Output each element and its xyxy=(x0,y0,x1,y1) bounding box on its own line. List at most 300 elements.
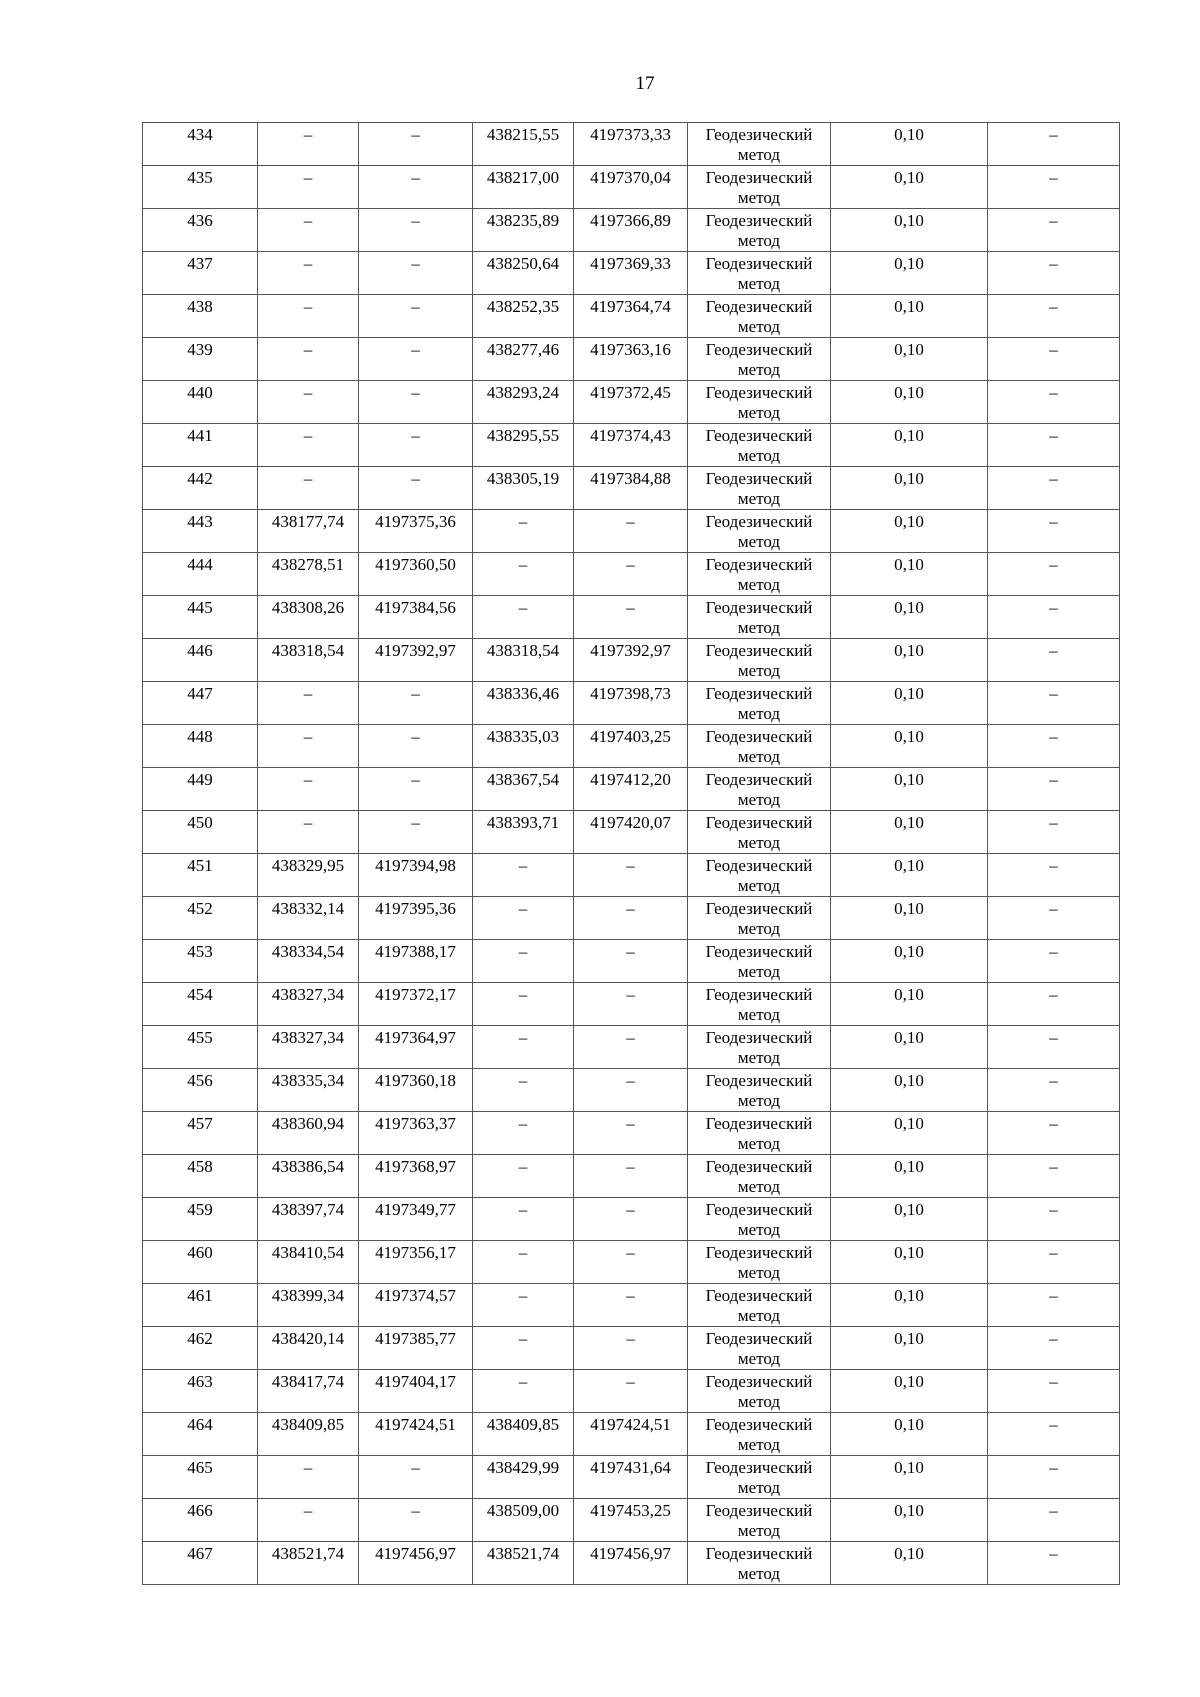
table-row xyxy=(143,166,1120,209)
method-cell: Геодезический метод xyxy=(688,1542,831,1585)
method-cell: Геодезический метод xyxy=(688,1069,831,1112)
new-y-cell: 4197456,97 xyxy=(574,1542,688,1585)
point-number-cell: 464 xyxy=(143,1413,258,1456)
accuracy-cell: 0,10 xyxy=(831,1026,988,1069)
table-row xyxy=(143,1370,1120,1413)
old-x-cell: 438278,51 xyxy=(258,553,359,596)
old-y-cell: – xyxy=(359,725,473,768)
new-x-cell: 438393,71 xyxy=(473,811,574,854)
new-y-cell: – xyxy=(574,854,688,897)
new-y-cell: 4197363,16 xyxy=(574,338,688,381)
method-cell: Геодезический метод xyxy=(688,553,831,596)
method-cell: Геодезический метод xyxy=(688,209,831,252)
note-cell: – xyxy=(988,682,1120,725)
new-x-cell: 438509,00 xyxy=(473,1499,574,1542)
old-y-cell: – xyxy=(359,123,473,166)
note-cell: – xyxy=(988,768,1120,811)
new-x-cell: – xyxy=(473,553,574,596)
accuracy-cell: 0,10 xyxy=(831,1198,988,1241)
old-y-cell: 4197392,97 xyxy=(359,639,473,682)
table-row xyxy=(143,940,1120,983)
table-row xyxy=(143,1327,1120,1370)
method-cell: Геодезический метод xyxy=(688,338,831,381)
method-cell: Геодезический метод xyxy=(688,1026,831,1069)
new-y-cell: – xyxy=(574,1284,688,1327)
method-cell: Геодезический метод xyxy=(688,897,831,940)
note-cell: – xyxy=(988,1112,1120,1155)
note-cell: – xyxy=(988,983,1120,1026)
new-x-cell: – xyxy=(473,1069,574,1112)
method-cell: Геодезический метод xyxy=(688,1327,831,1370)
new-y-cell: – xyxy=(574,940,688,983)
method-cell: Геодезический метод xyxy=(688,725,831,768)
accuracy-cell: 0,10 xyxy=(831,811,988,854)
accuracy-cell: 0,10 xyxy=(831,209,988,252)
new-x-cell: 438217,00 xyxy=(473,166,574,209)
table-row xyxy=(143,1456,1120,1499)
table-row xyxy=(143,682,1120,725)
coordinates-table xyxy=(142,122,1120,1585)
old-y-cell: – xyxy=(359,1499,473,1542)
old-y-cell: 4197374,57 xyxy=(359,1284,473,1327)
point-number-cell: 453 xyxy=(143,940,258,983)
note-cell: – xyxy=(988,1542,1120,1585)
old-x-cell: – xyxy=(258,209,359,252)
new-x-cell: – xyxy=(473,596,574,639)
old-y-cell: – xyxy=(359,424,473,467)
new-y-cell: 4197372,45 xyxy=(574,381,688,424)
table-row xyxy=(143,467,1120,510)
accuracy-cell: 0,10 xyxy=(831,510,988,553)
point-number-cell: 450 xyxy=(143,811,258,854)
accuracy-cell: 0,10 xyxy=(831,1327,988,1370)
note-cell: – xyxy=(988,252,1120,295)
method-cell: Геодезический метод xyxy=(688,639,831,682)
old-x-cell: 438360,94 xyxy=(258,1112,359,1155)
note-cell: – xyxy=(988,725,1120,768)
accuracy-cell: 0,10 xyxy=(831,1112,988,1155)
table-row xyxy=(143,768,1120,811)
new-y-cell: 4197403,25 xyxy=(574,725,688,768)
accuracy-cell: 0,10 xyxy=(831,725,988,768)
old-x-cell: 438410,54 xyxy=(258,1241,359,1284)
point-number-cell: 447 xyxy=(143,682,258,725)
method-cell: Геодезический метод xyxy=(688,467,831,510)
point-number-cell: 437 xyxy=(143,252,258,295)
old-y-cell: – xyxy=(359,252,473,295)
old-y-cell: 4197375,36 xyxy=(359,510,473,553)
accuracy-cell: 0,10 xyxy=(831,940,988,983)
new-y-cell: 4197398,73 xyxy=(574,682,688,725)
note-cell: – xyxy=(988,338,1120,381)
note-cell: – xyxy=(988,1155,1120,1198)
accuracy-cell: 0,10 xyxy=(831,1241,988,1284)
point-number-cell: 448 xyxy=(143,725,258,768)
new-x-cell: 438521,74 xyxy=(473,1542,574,1585)
note-cell: – xyxy=(988,424,1120,467)
old-y-cell: 4197349,77 xyxy=(359,1198,473,1241)
method-cell: Геодезический метод xyxy=(688,123,831,166)
point-number-cell: 458 xyxy=(143,1155,258,1198)
old-x-cell: 438417,74 xyxy=(258,1370,359,1413)
accuracy-cell: 0,10 xyxy=(831,639,988,682)
table-row xyxy=(143,596,1120,639)
point-number-cell: 439 xyxy=(143,338,258,381)
old-x-cell: – xyxy=(258,1456,359,1499)
accuracy-cell: 0,10 xyxy=(831,897,988,940)
new-x-cell: – xyxy=(473,1198,574,1241)
old-x-cell: 438327,34 xyxy=(258,1026,359,1069)
accuracy-cell: 0,10 xyxy=(831,596,988,639)
accuracy-cell: 0,10 xyxy=(831,381,988,424)
method-cell: Геодезический метод xyxy=(688,1456,831,1499)
point-number-cell: 435 xyxy=(143,166,258,209)
note-cell: – xyxy=(988,1499,1120,1542)
accuracy-cell: 0,10 xyxy=(831,1499,988,1542)
old-y-cell: 4197356,17 xyxy=(359,1241,473,1284)
new-y-cell: – xyxy=(574,1026,688,1069)
point-number-cell: 455 xyxy=(143,1026,258,1069)
old-x-cell: 438318,54 xyxy=(258,639,359,682)
new-x-cell: – xyxy=(473,1155,574,1198)
accuracy-cell: 0,10 xyxy=(831,1069,988,1112)
table-row xyxy=(143,209,1120,252)
point-number-cell: 465 xyxy=(143,1456,258,1499)
table-row xyxy=(143,854,1120,897)
new-y-cell: 4197420,07 xyxy=(574,811,688,854)
table-row xyxy=(143,725,1120,768)
point-number-cell: 441 xyxy=(143,424,258,467)
old-x-cell: – xyxy=(258,295,359,338)
method-cell: Геодезический метод xyxy=(688,1241,831,1284)
old-y-cell: 4197388,17 xyxy=(359,940,473,983)
old-x-cell: 438420,14 xyxy=(258,1327,359,1370)
point-number-cell: 438 xyxy=(143,295,258,338)
new-y-cell: 4197424,51 xyxy=(574,1413,688,1456)
note-cell: – xyxy=(988,1069,1120,1112)
method-cell: Геодезический метод xyxy=(688,811,831,854)
old-y-cell: 4197364,97 xyxy=(359,1026,473,1069)
new-x-cell: 438429,99 xyxy=(473,1456,574,1499)
method-cell: Геодезический метод xyxy=(688,1198,831,1241)
new-y-cell: – xyxy=(574,553,688,596)
note-cell: – xyxy=(988,381,1120,424)
old-x-cell: – xyxy=(258,252,359,295)
accuracy-cell: 0,10 xyxy=(831,983,988,1026)
table-row xyxy=(143,639,1120,682)
accuracy-cell: 0,10 xyxy=(831,553,988,596)
new-y-cell: – xyxy=(574,1155,688,1198)
new-y-cell: – xyxy=(574,897,688,940)
accuracy-cell: 0,10 xyxy=(831,295,988,338)
old-x-cell: 438399,34 xyxy=(258,1284,359,1327)
new-y-cell: – xyxy=(574,1327,688,1370)
new-x-cell: 438336,46 xyxy=(473,682,574,725)
old-y-cell: 4197456,97 xyxy=(359,1542,473,1585)
old-y-cell: – xyxy=(359,166,473,209)
new-x-cell: 438293,24 xyxy=(473,381,574,424)
new-x-cell: 438277,46 xyxy=(473,338,574,381)
point-number-cell: 446 xyxy=(143,639,258,682)
table-row xyxy=(143,897,1120,940)
new-y-cell: 4197392,97 xyxy=(574,639,688,682)
accuracy-cell: 0,10 xyxy=(831,1413,988,1456)
table-row xyxy=(143,338,1120,381)
old-y-cell: – xyxy=(359,682,473,725)
new-y-cell: 4197453,25 xyxy=(574,1499,688,1542)
point-number-cell: 463 xyxy=(143,1370,258,1413)
page-number: 17 xyxy=(635,73,655,94)
note-cell: – xyxy=(988,1198,1120,1241)
new-x-cell: – xyxy=(473,1327,574,1370)
old-x-cell: – xyxy=(258,467,359,510)
old-x-cell: – xyxy=(258,682,359,725)
table-row xyxy=(143,123,1120,166)
table-row xyxy=(143,381,1120,424)
new-x-cell: – xyxy=(473,940,574,983)
note-cell: – xyxy=(988,1026,1120,1069)
new-y-cell: – xyxy=(574,1370,688,1413)
point-number-cell: 452 xyxy=(143,897,258,940)
point-number-cell: 445 xyxy=(143,596,258,639)
accuracy-cell: 0,10 xyxy=(831,1370,988,1413)
note-cell: – xyxy=(988,639,1120,682)
old-y-cell: – xyxy=(359,811,473,854)
new-x-cell: 438252,35 xyxy=(473,295,574,338)
method-cell: Геодезический метод xyxy=(688,1499,831,1542)
point-number-cell: 451 xyxy=(143,854,258,897)
note-cell: – xyxy=(988,811,1120,854)
old-y-cell: – xyxy=(359,1456,473,1499)
note-cell: – xyxy=(988,123,1120,166)
note-cell: – xyxy=(988,1241,1120,1284)
method-cell: Геодезический метод xyxy=(688,1370,831,1413)
new-x-cell: – xyxy=(473,983,574,1026)
new-x-cell: 438305,19 xyxy=(473,467,574,510)
table-row xyxy=(143,424,1120,467)
point-number-cell: 454 xyxy=(143,983,258,1026)
old-y-cell: – xyxy=(359,209,473,252)
point-number-cell: 456 xyxy=(143,1069,258,1112)
table-row xyxy=(143,1112,1120,1155)
new-x-cell: – xyxy=(473,1241,574,1284)
note-cell: – xyxy=(988,510,1120,553)
old-x-cell: 438334,54 xyxy=(258,940,359,983)
note-cell: – xyxy=(988,1284,1120,1327)
table-row xyxy=(143,1241,1120,1284)
table-row xyxy=(143,1284,1120,1327)
accuracy-cell: 0,10 xyxy=(831,123,988,166)
old-x-cell: – xyxy=(258,725,359,768)
table-row xyxy=(143,1542,1120,1585)
new-y-cell: 4197369,33 xyxy=(574,252,688,295)
accuracy-cell: 0,10 xyxy=(831,1456,988,1499)
method-cell: Геодезический метод xyxy=(688,1284,831,1327)
note-cell: – xyxy=(988,1370,1120,1413)
new-x-cell: 438215,55 xyxy=(473,123,574,166)
method-cell: Геодезический метод xyxy=(688,854,831,897)
method-cell: Геодезический метод xyxy=(688,166,831,209)
old-x-cell: 438521,74 xyxy=(258,1542,359,1585)
table-row xyxy=(143,1198,1120,1241)
old-y-cell: – xyxy=(359,381,473,424)
accuracy-cell: 0,10 xyxy=(831,166,988,209)
new-x-cell: – xyxy=(473,854,574,897)
old-y-cell: 4197424,51 xyxy=(359,1413,473,1456)
old-x-cell: – xyxy=(258,811,359,854)
old-y-cell: 4197404,17 xyxy=(359,1370,473,1413)
method-cell: Геодезический метод xyxy=(688,1112,831,1155)
table-row xyxy=(143,1155,1120,1198)
table-row xyxy=(143,983,1120,1026)
new-x-cell: – xyxy=(473,897,574,940)
method-cell: Геодезический метод xyxy=(688,682,831,725)
old-y-cell: 4197394,98 xyxy=(359,854,473,897)
method-cell: Геодезический метод xyxy=(688,940,831,983)
note-cell: – xyxy=(988,854,1120,897)
new-x-cell: – xyxy=(473,1370,574,1413)
new-y-cell: 4197366,89 xyxy=(574,209,688,252)
new-x-cell: – xyxy=(473,1026,574,1069)
table-row xyxy=(143,811,1120,854)
old-y-cell: 4197360,18 xyxy=(359,1069,473,1112)
note-cell: – xyxy=(988,209,1120,252)
new-x-cell: 438367,54 xyxy=(473,768,574,811)
point-number-cell: 459 xyxy=(143,1198,258,1241)
method-cell: Геодезический метод xyxy=(688,252,831,295)
point-number-cell: 443 xyxy=(143,510,258,553)
old-y-cell: 4197385,77 xyxy=(359,1327,473,1370)
old-x-cell: – xyxy=(258,424,359,467)
new-y-cell: 4197364,74 xyxy=(574,295,688,338)
old-x-cell: – xyxy=(258,123,359,166)
point-number-cell: 442 xyxy=(143,467,258,510)
note-cell: – xyxy=(988,897,1120,940)
old-x-cell: 438327,34 xyxy=(258,983,359,1026)
point-number-cell: 462 xyxy=(143,1327,258,1370)
new-x-cell: 438235,89 xyxy=(473,209,574,252)
old-x-cell: 438335,34 xyxy=(258,1069,359,1112)
point-number-cell: 440 xyxy=(143,381,258,424)
note-cell: – xyxy=(988,467,1120,510)
new-y-cell: 4197373,33 xyxy=(574,123,688,166)
new-y-cell: – xyxy=(574,510,688,553)
new-y-cell: – xyxy=(574,983,688,1026)
point-number-cell: 467 xyxy=(143,1542,258,1585)
old-x-cell: 438409,85 xyxy=(258,1413,359,1456)
method-cell: Геодезический метод xyxy=(688,1155,831,1198)
old-x-cell: – xyxy=(258,166,359,209)
accuracy-cell: 0,10 xyxy=(831,682,988,725)
accuracy-cell: 0,10 xyxy=(831,467,988,510)
point-number-cell: 461 xyxy=(143,1284,258,1327)
note-cell: – xyxy=(988,1327,1120,1370)
old-x-cell: 438177,74 xyxy=(258,510,359,553)
old-x-cell: 438397,74 xyxy=(258,1198,359,1241)
new-x-cell: 438250,64 xyxy=(473,252,574,295)
new-y-cell: 4197431,64 xyxy=(574,1456,688,1499)
old-x-cell: – xyxy=(258,1499,359,1542)
new-y-cell: – xyxy=(574,596,688,639)
new-x-cell: 438409,85 xyxy=(473,1413,574,1456)
accuracy-cell: 0,10 xyxy=(831,1542,988,1585)
old-x-cell: – xyxy=(258,768,359,811)
point-number-cell: 444 xyxy=(143,553,258,596)
method-cell: Геодезический метод xyxy=(688,424,831,467)
accuracy-cell: 0,10 xyxy=(831,768,988,811)
method-cell: Геодезический метод xyxy=(688,768,831,811)
table-row xyxy=(143,1499,1120,1542)
note-cell: – xyxy=(988,1413,1120,1456)
old-y-cell: 4197384,56 xyxy=(359,596,473,639)
table-row xyxy=(143,1069,1120,1112)
point-number-cell: 436 xyxy=(143,209,258,252)
note-cell: – xyxy=(988,1456,1120,1499)
old-y-cell: 4197363,37 xyxy=(359,1112,473,1155)
point-number-cell: 434 xyxy=(143,123,258,166)
new-y-cell: 4197412,20 xyxy=(574,768,688,811)
accuracy-cell: 0,10 xyxy=(831,424,988,467)
new-x-cell: – xyxy=(473,1284,574,1327)
method-cell: Геодезический метод xyxy=(688,983,831,1026)
new-y-cell: 4197370,04 xyxy=(574,166,688,209)
old-y-cell: 4197395,36 xyxy=(359,897,473,940)
note-cell: – xyxy=(988,166,1120,209)
table-row xyxy=(143,1026,1120,1069)
old-y-cell: – xyxy=(359,768,473,811)
table-row xyxy=(143,510,1120,553)
accuracy-cell: 0,10 xyxy=(831,338,988,381)
accuracy-cell: 0,10 xyxy=(831,1155,988,1198)
note-cell: – xyxy=(988,553,1120,596)
new-x-cell: 438335,03 xyxy=(473,725,574,768)
point-number-cell: 449 xyxy=(143,768,258,811)
table-row xyxy=(143,252,1120,295)
note-cell: – xyxy=(988,940,1120,983)
old-y-cell: – xyxy=(359,338,473,381)
method-cell: Геодезический метод xyxy=(688,381,831,424)
old-y-cell: 4197368,97 xyxy=(359,1155,473,1198)
new-y-cell: 4197384,88 xyxy=(574,467,688,510)
old-y-cell: – xyxy=(359,467,473,510)
new-y-cell: – xyxy=(574,1069,688,1112)
new-x-cell: 438295,55 xyxy=(473,424,574,467)
method-cell: Геодезический метод xyxy=(688,510,831,553)
table-row xyxy=(143,553,1120,596)
method-cell: Геодезический метод xyxy=(688,295,831,338)
new-x-cell: 438318,54 xyxy=(473,639,574,682)
table-row xyxy=(143,1413,1120,1456)
method-cell: Геодезический метод xyxy=(688,1413,831,1456)
note-cell: – xyxy=(988,596,1120,639)
accuracy-cell: 0,10 xyxy=(831,252,988,295)
note-cell: – xyxy=(988,295,1120,338)
new-y-cell: – xyxy=(574,1112,688,1155)
new-y-cell: – xyxy=(574,1198,688,1241)
old-y-cell: – xyxy=(359,295,473,338)
old-x-cell: – xyxy=(258,381,359,424)
table-row xyxy=(143,295,1120,338)
accuracy-cell: 0,10 xyxy=(831,854,988,897)
old-x-cell: 438332,14 xyxy=(258,897,359,940)
new-y-cell: 4197374,43 xyxy=(574,424,688,467)
method-cell: Геодезический метод xyxy=(688,596,831,639)
point-number-cell: 457 xyxy=(143,1112,258,1155)
old-x-cell: 438329,95 xyxy=(258,854,359,897)
point-number-cell: 466 xyxy=(143,1499,258,1542)
accuracy-cell: 0,10 xyxy=(831,1284,988,1327)
old-x-cell: 438308,26 xyxy=(258,596,359,639)
